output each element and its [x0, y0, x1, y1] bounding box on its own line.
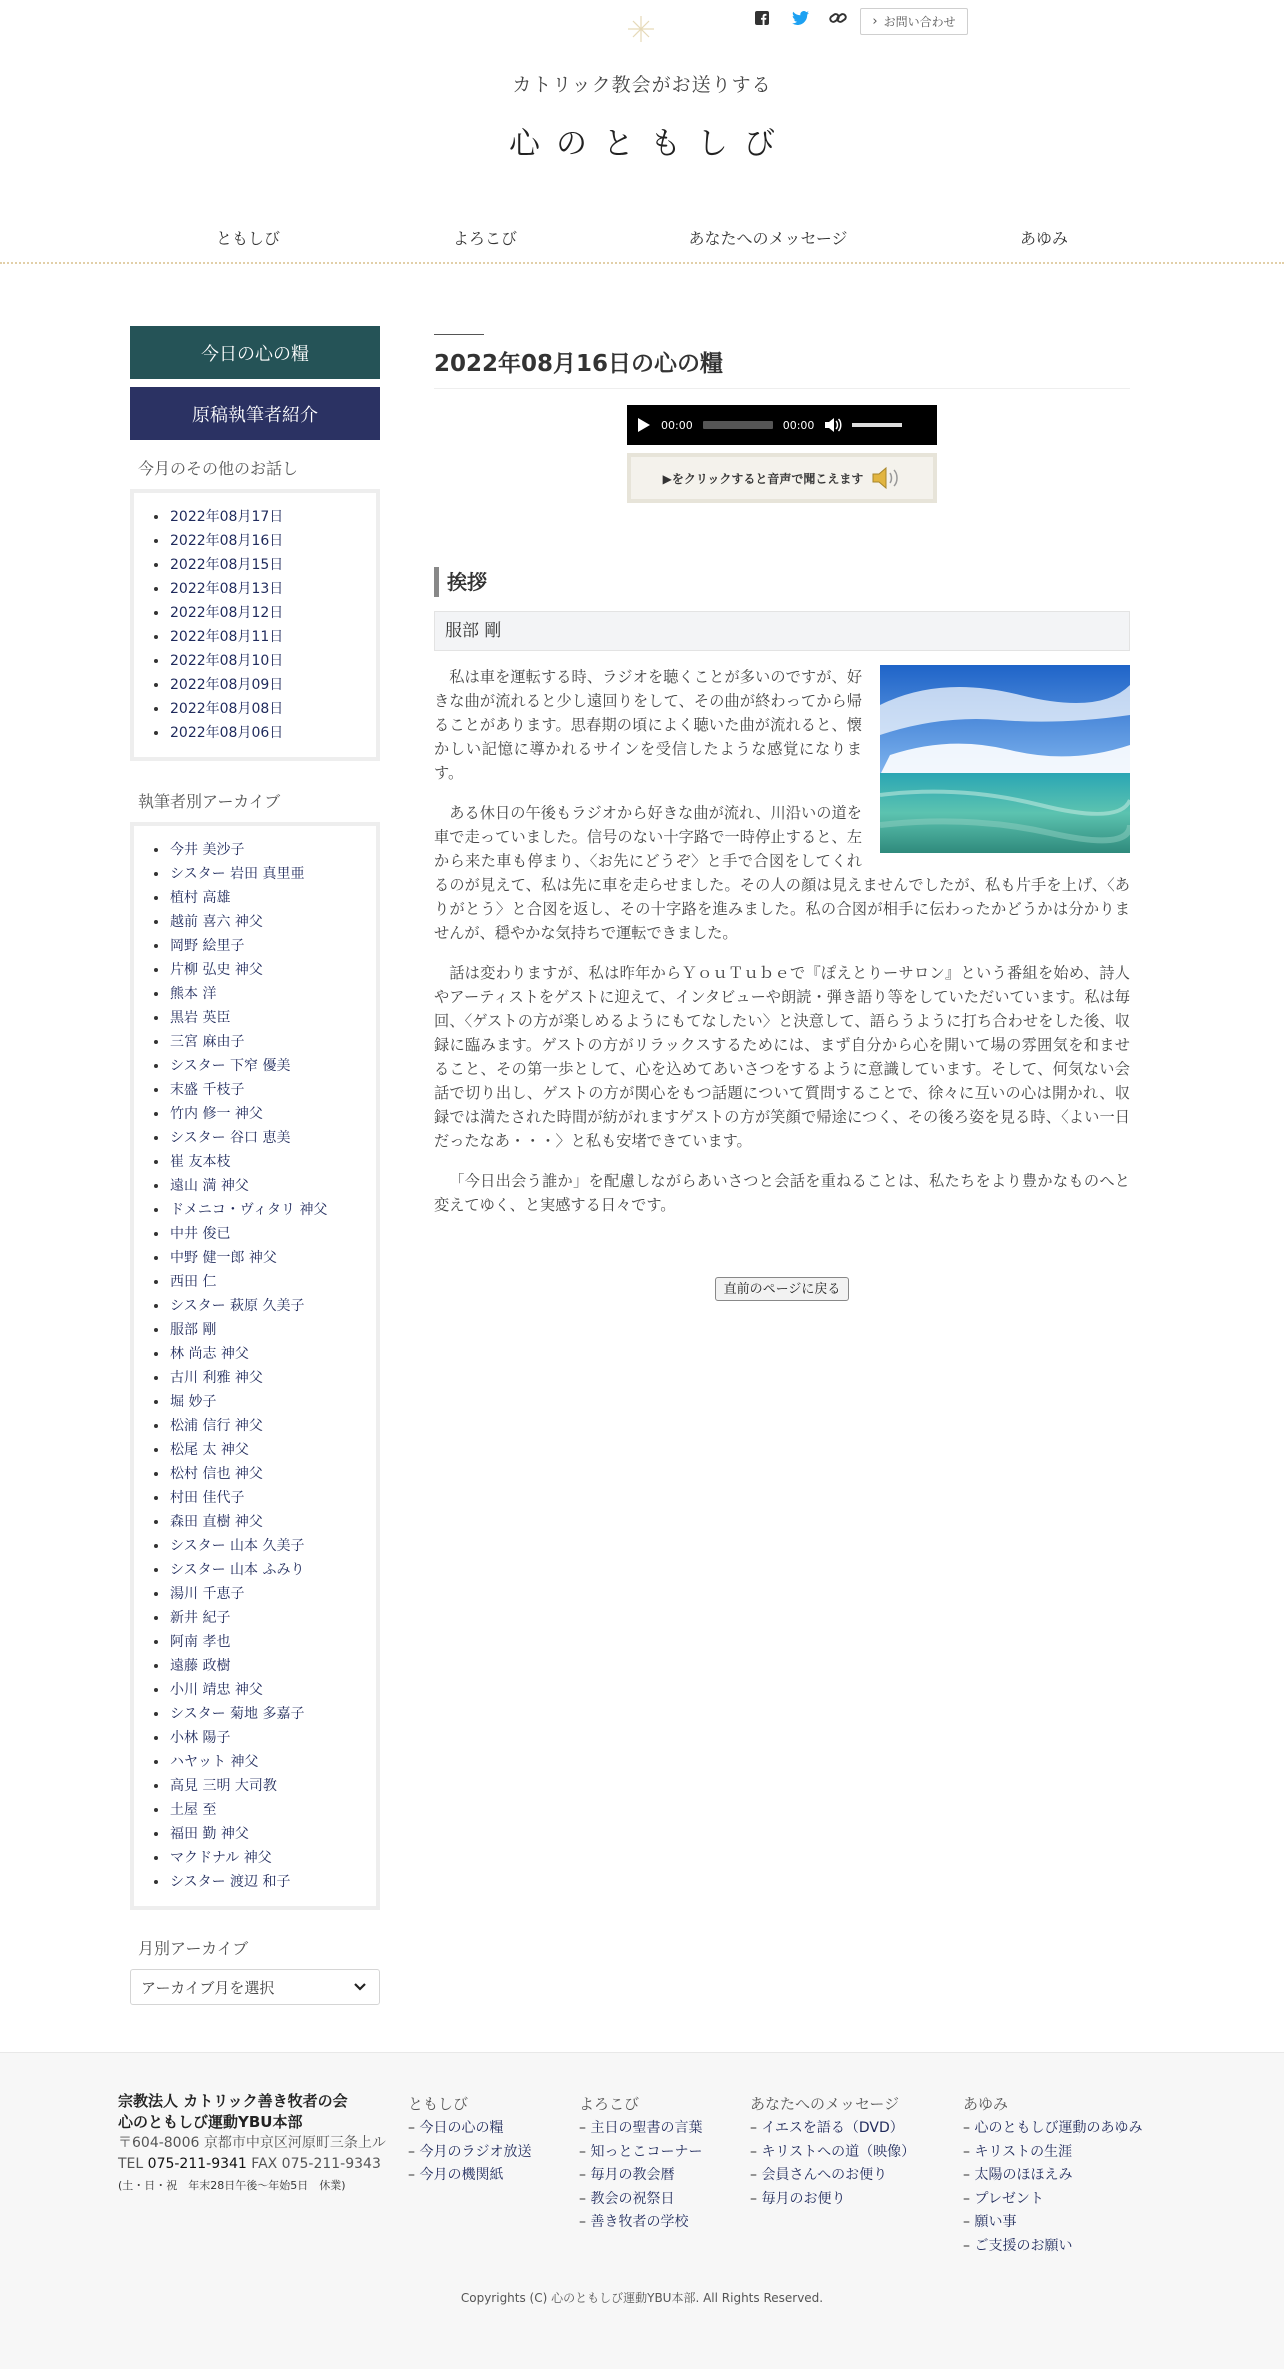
footer-link[interactable]: – 今月のラジオ放送	[408, 2141, 531, 2165]
author-archive-link[interactable]: 小川 靖忠 神父	[150, 1678, 364, 1702]
footer-link[interactable]: – 善き牧者の学校	[579, 2211, 702, 2235]
other-post-link[interactable]: 2022年08月08日	[150, 697, 364, 721]
author-archive-link[interactable]: 岡野 絵里子	[150, 934, 364, 958]
footer-link[interactable]: – 願い事	[963, 2211, 1142, 2235]
post-title: 2022年08月16日の心の糧	[434, 345, 1130, 389]
footer-col-heading: ともしび	[408, 2095, 469, 2113]
footer-link[interactable]: – ご支援のお願い	[963, 2235, 1142, 2259]
author-archive-link[interactable]: 村田 佳代子	[150, 1486, 364, 1510]
author-archive-link[interactable]: 中井 俊已	[150, 1222, 364, 1246]
author-archive-link[interactable]: シスター 谷口 恵美	[150, 1126, 364, 1150]
article-paragraph: 話は変わりますが、私は昨年からＹｏｕＴｕｂｅで『ぽえとりーサロン』という番組を始め、詩人やアーティストをゲストに迎えて、インタビューや朗読・弾き語り等をしていただいています。私は毎回、〈ゲストの方が楽しめるようにもてなしたい〉と決意して、語らうように打ち合わせをした後、収録に臨みます。ゲストの方がリラックスするためには、まず自分から心を開いて場の雰囲気を和ませること、その第一歩として、心を込めてあいさつをするように意識しています。そして、何気ない会話で切り出し、ゲストの方が関心をもつ話題について質問することで、徐々に互いの心は開かれ、収録では満たされた時間が紡がれますゲストの方が笑顔で帰途につく、その後ろ姿を見る時、〈よい一日だったなあ・・・〉と私も安堵できています。	[434, 964, 1130, 1150]
nav-item-ayumi[interactable]: あゆみ	[1019, 229, 1069, 248]
author-archive-link[interactable]: 三宮 麻由子	[150, 1030, 364, 1054]
author-archive-link[interactable]: ドメニコ・ヴィタリ 神父	[150, 1198, 364, 1222]
author-archive-link[interactable]: 竹内 修一 神父	[150, 1102, 364, 1126]
other-post-link[interactable]: 2022年08月16日	[150, 529, 364, 553]
org-phone	[118, 2154, 388, 2175]
author-archive-link[interactable]: 高見 三明 大司教	[150, 1774, 364, 1798]
other-posts-list	[150, 505, 364, 745]
org-address: 〒604-8006 京都市中京区河原町三条上ル	[118, 2135, 386, 2151]
footer-col-message	[750, 2093, 915, 2211]
article-paragraph: 「今日出会う誰か」を配慮しながらあいさつと会話を重ねることは、私たちをより豊かなものへと変えてゆく、と実感する日々です。	[434, 1172, 1130, 1214]
author-archive-link[interactable]: 今井 美沙子	[150, 838, 364, 862]
footer-link[interactable]: – イエスを語る（DVD）	[750, 2117, 915, 2141]
footer-link[interactable]: – 毎月のお便り	[750, 2188, 915, 2212]
author-archive-link[interactable]: 堀 妙子	[150, 1390, 364, 1414]
article-body	[434, 665, 1130, 1233]
author-archive-link[interactable]: マクドナル 神父	[150, 1846, 364, 1870]
fax-number: FAX 075-211-9343	[251, 2156, 381, 2172]
footer-link[interactable]: – 主日の聖書の言葉	[579, 2117, 702, 2141]
author-archive-link[interactable]: 松尾 太 神父	[150, 1438, 364, 1462]
footer-link[interactable]: – 教会の祝祭日	[579, 2188, 702, 2212]
volume-slider[interactable]	[852, 423, 902, 427]
footer-col-heading: よろこび	[579, 2095, 640, 2113]
audio-duration: 00:00	[782, 418, 815, 432]
author-archive-link[interactable]: 土屋 至	[150, 1798, 364, 1822]
footer-col-links	[963, 2117, 1142, 2258]
author-archive-link[interactable]: シスター 岩田 真里亜	[150, 862, 364, 886]
monthly-archive-select[interactable]	[130, 1969, 380, 2005]
author-archive-link[interactable]: 黒岩 英臣	[150, 1006, 364, 1030]
footer-link[interactable]: – 太陽のほほえみ	[963, 2164, 1142, 2188]
author-archive-link[interactable]: 越前 喜六 神父	[150, 910, 364, 934]
other-posts-box	[130, 489, 380, 761]
author-archive-link[interactable]: 遠山 満 神父	[150, 1174, 364, 1198]
contact-label: お問い合わせ	[883, 15, 956, 29]
footer-col-links	[579, 2117, 702, 2235]
audio-player	[627, 405, 937, 445]
footer-link[interactable]: – 今日の心の糧	[408, 2117, 531, 2141]
sidebar	[130, 326, 380, 2005]
other-post-link[interactable]: 2022年08月11日	[150, 625, 364, 649]
footer-col-yorokobi	[579, 2093, 702, 2235]
tel-number[interactable]: 075-211-9341	[147, 2156, 247, 2172]
other-post-link[interactable]: 2022年08月09日	[150, 673, 364, 697]
author-archive-link[interactable]: 古川 利雅 神父	[150, 1366, 364, 1390]
other-post-link[interactable]: 2022年08月13日	[150, 577, 364, 601]
facebook-icon[interactable]	[752, 8, 772, 28]
footer-link[interactable]: – 知っとこコーナー	[579, 2141, 702, 2165]
footer-link[interactable]: – プレゼント	[963, 2188, 1142, 2212]
footer-link[interactable]: – 心のともしび運動のあゆみ	[963, 2117, 1142, 2141]
other-post-link[interactable]: 2022年08月10日	[150, 649, 364, 673]
other-post-link[interactable]: 2022年08月15日	[150, 553, 364, 577]
contact-button[interactable]	[860, 8, 968, 35]
author-archive-link[interactable]: 植村 高雄	[150, 886, 364, 910]
ocean-photo	[880, 665, 1130, 853]
monthly-archive-heading: 月別アーカイブ	[138, 1939, 249, 1958]
other-post-link[interactable]: 2022年08月06日	[150, 721, 364, 745]
main-content	[434, 326, 1130, 1301]
footer-col-links	[408, 2117, 531, 2188]
nav-item-yorokobi[interactable]: よろこび	[452, 229, 518, 248]
author-archive-link[interactable]: 熊本 洋	[150, 982, 364, 1006]
play-icon[interactable]	[637, 417, 651, 433]
footer-col-heading: あゆみ	[963, 2095, 1009, 2113]
author-archive-link[interactable]: シスター 下窄 優美	[150, 1054, 364, 1078]
link-icon[interactable]	[828, 8, 848, 28]
speaker-icon	[871, 466, 901, 490]
copyright: Copyrights (C) 心のともしび運動YBU本部. All Rights Reserved.	[460, 2291, 824, 2305]
author-archive-link[interactable]: シスター 山本 久美子	[150, 1534, 364, 1558]
site-tagline: カトリック教会がお送りする	[512, 74, 772, 96]
author-archive-link[interactable]: 中野 健一郎 神父	[150, 1246, 364, 1270]
author-archive-link[interactable]: 崔 友本枝	[150, 1150, 364, 1174]
site-footer	[0, 2052, 1284, 2369]
volume-icon[interactable]	[824, 417, 842, 433]
footer-col-tomoshibi	[408, 2093, 531, 2188]
author-archive-link[interactable]: 服部 剛	[150, 1318, 364, 1342]
writers-intro-button[interactable]: 原稿執筆者紹介	[130, 387, 380, 440]
listen-hint-label: ▶をクリックすると音声で聞こえます	[662, 471, 864, 486]
post-author: 服部 剛	[434, 611, 1130, 651]
author-archive-link[interactable]: 片柳 弘史 神父	[150, 958, 364, 982]
title-rule	[434, 334, 484, 335]
site-header	[0, 0, 1284, 265]
section-heading: 挨拶	[434, 567, 1130, 597]
office-hours: (土・日・祝 年末28日午後〜年始5日 休業)	[118, 2179, 346, 2192]
author-archive-list	[150, 838, 364, 1894]
author-archive-link[interactable]: 松村 信也 神父	[150, 1462, 364, 1486]
chevron-down-icon	[353, 1982, 367, 1992]
other-posts-heading: 今月のその他のお話し	[138, 459, 299, 478]
article-paragraph: 私は車を運転する時、ラジオを聴くことが多いのですが、好きな曲が流れると少し遠回りをして、その曲が終わってから帰ることがあります。思春期の頃によく聴いた曲が流れると、懐かしい記憶に導かれるサインを受信したような感覚になります。	[434, 668, 862, 782]
nav-item-tomoshibi[interactable]: ともしび	[215, 229, 281, 248]
footer-link[interactable]: – キリストへの道（映像）	[750, 2141, 915, 2165]
footer-link[interactable]: – キリストの生涯	[963, 2141, 1142, 2165]
org-name: 宗教法人 カトリック善き牧者の会	[118, 2092, 348, 2110]
footer-link[interactable]: – 毎月の教会暦	[579, 2164, 702, 2188]
author-archive-link[interactable]: シスター 萩原 久美子	[150, 1294, 364, 1318]
footer-link[interactable]: – 会員さんへのお便り	[750, 2164, 915, 2188]
other-post-link[interactable]: 2022年08月17日	[150, 505, 364, 529]
global-nav	[0, 222, 1284, 264]
author-archive-link[interactable]: 新井 紀子	[150, 1606, 364, 1630]
author-archive-link[interactable]: 松浦 信行 神父	[150, 1414, 364, 1438]
author-archive-heading: 執筆者別アーカイブ	[138, 792, 281, 811]
author-archive-link[interactable]: 阿南 孝也	[150, 1630, 364, 1654]
site-title[interactable]: 心のともしび	[509, 126, 791, 162]
twitter-icon[interactable]	[790, 8, 810, 28]
footer-link[interactable]: – 今月の機関紙	[408, 2164, 531, 2188]
star-logo-icon	[628, 16, 654, 42]
author-archive-link[interactable]: 森田 直樹 神父	[150, 1510, 364, 1534]
author-archive-link[interactable]: 福田 勤 神父	[150, 1822, 364, 1846]
author-archive-link[interactable]: 西田 仁	[150, 1270, 364, 1294]
footer-col-heading: あなたへのメッセージ	[750, 2095, 900, 2113]
other-post-link[interactable]: 2022年08月12日	[150, 601, 364, 625]
author-archive-link[interactable]: 小林 陽子	[150, 1726, 364, 1750]
monthly-archive-select-value: アーカイブ月を選択	[141, 1978, 275, 1997]
author-archive-link[interactable]: 遠藤 政樹	[150, 1654, 364, 1678]
nav-item-message[interactable]: あなたへのメッセージ	[688, 229, 848, 248]
social-links	[752, 8, 848, 28]
author-archive-link[interactable]: シスター 山本 ふみり	[150, 1558, 364, 1582]
chevron-right-icon: ›	[872, 14, 878, 29]
audio-current-time: 00:00	[661, 418, 693, 432]
footer-col-links	[750, 2117, 915, 2211]
author-archive-link[interactable]: 湯川 千恵子	[150, 1582, 364, 1606]
author-archive-link[interactable]: 末盛 千枝子	[150, 1078, 364, 1102]
article-paragraph: ある休日の午後もラジオから好きな曲が流れ、川沿いの道を車で走っていました。信号のない十字路で一時停止すると、左から来た車も停まり、〈お先にどうぞ〉と手で合図をしてくれるのが見えて、私は先に車を走らせました。その人の顔は見えませんでしたが、私も片手を上げ、〈ありがとう〉と合図を返し、その十字路を進みました。私の合図が相手に伝わったかどうかは分かりませんが、穏やかな気持ちで運転できました。	[434, 804, 1130, 942]
listen-hint[interactable]	[627, 453, 937, 503]
today-kokoro-button[interactable]: 今日の心の糧	[130, 326, 380, 379]
tel-label: TEL	[118, 2156, 144, 2172]
author-archive-link[interactable]: 林 尚志 神父	[150, 1342, 364, 1366]
back-button[interactable]: 直前のページに戻る	[715, 1277, 849, 1301]
audio-progress-track[interactable]	[703, 421, 773, 429]
footer-org-info	[118, 2091, 388, 2196]
author-archive-box	[130, 822, 380, 1910]
author-archive-link[interactable]: ハヤット 神父	[150, 1750, 364, 1774]
author-archive-link[interactable]: シスター 菊地 多嘉子	[150, 1702, 364, 1726]
author-archive-link[interactable]: シスター 渡辺 和子	[150, 1870, 364, 1894]
footer-col-ayumi	[963, 2093, 1142, 2258]
org-subname: 心のともしび運動YBU本部	[118, 2113, 303, 2131]
